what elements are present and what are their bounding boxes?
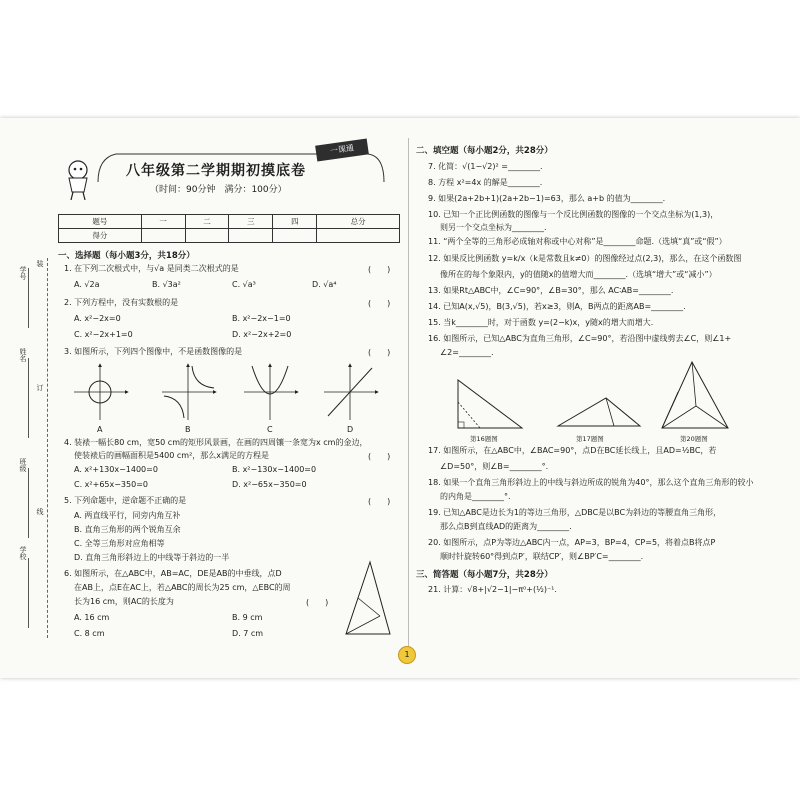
page-number: 1 bbox=[398, 646, 416, 664]
table-cell: 题号 bbox=[59, 215, 142, 229]
graph-d bbox=[324, 364, 378, 420]
option: C. 8 cm bbox=[74, 629, 105, 638]
table-cell: 二 bbox=[185, 215, 229, 229]
option: D. 7 cm bbox=[232, 629, 264, 638]
option: C. 全等三角形对应角相等 bbox=[74, 539, 165, 548]
question-8: 8. 方程 x²=4x 的解是________. bbox=[428, 178, 543, 187]
question-6-cont: 在AB上，点E在AC上，若△ABC的周长为25 cm，△EBC的周 bbox=[74, 583, 291, 592]
exam-subtitle: （时间：90分钟 满分：100分） bbox=[150, 185, 287, 195]
school-label: 学校 bbox=[19, 546, 27, 560]
graph-label: D bbox=[347, 425, 354, 434]
question-11: 11. “两个全等的三角形必成轴对称或中心对称”是________命题.（选填“真”或“假”） bbox=[428, 237, 727, 246]
question-19-cont: 那么点B到直线AD的距离为________. bbox=[440, 522, 572, 531]
option: C. x²+65x−350=0 bbox=[74, 480, 148, 489]
answer-paren[interactable]: ( ) bbox=[306, 598, 329, 607]
option: D. 直角三角形斜边上的中线等于斜边的一半 bbox=[74, 553, 230, 562]
answer-paren[interactable]: ( ) bbox=[368, 452, 391, 461]
class-label: 班级 bbox=[19, 458, 27, 472]
question-4-cont: 使装裱后的画幅面积是5400 cm²，那么x满足的方程是 bbox=[74, 451, 270, 460]
question-10-cont: 则另一个交点坐标为________. bbox=[440, 223, 547, 232]
score-table-score-row bbox=[59, 229, 400, 243]
answer-paren[interactable]: ( ) bbox=[368, 265, 391, 274]
question-7: 7. 化简：√(1−√2)² =________. bbox=[428, 162, 543, 171]
option: C. √a³ bbox=[232, 280, 256, 289]
question-20: 20. 如图所示，点P为等边△ABC内一点，AP=3，BP=4，CP=5，将着点B将点P bbox=[428, 538, 716, 547]
question-21: 21. 计算：√8+|√2−1|−π⁰+(½)⁻¹. bbox=[428, 585, 557, 594]
question-18-cont: 的内角是________°. bbox=[440, 492, 511, 501]
question-5: 5. 下列命题中，逆命题不正确的是 bbox=[64, 496, 187, 505]
question-3: 3. 如图所示，下列四个图像中，不是函数图像的是 bbox=[64, 347, 243, 356]
figure-caption: 第17题图 bbox=[576, 435, 604, 443]
option: A. x²+130x−1400=0 bbox=[74, 465, 158, 474]
table-cell: 总分 bbox=[317, 215, 400, 229]
q6-triangle-figure bbox=[340, 558, 396, 642]
figure-20 bbox=[656, 358, 736, 434]
option: B. x²−130x−1400=0 bbox=[232, 465, 317, 474]
question-6-cont: 长为16 cm，则AC的长度为 bbox=[74, 597, 174, 606]
option: A. 两直线平行，同旁内角互补 bbox=[74, 511, 181, 520]
score-input-cell[interactable] bbox=[141, 229, 185, 243]
option: B. √3a² bbox=[152, 280, 181, 289]
score-table-header-row bbox=[59, 215, 400, 229]
question-12: 12. 如果反比例函数 y=k/x（k是常数且k≠0）的图像经过点(2,3)，那么，在这个函数图 bbox=[428, 254, 742, 263]
question-4: 4. 装裱一幅长80 cm，宽50 cm的矩形风景画，在画的四周镶一条宽为x cm的金边， bbox=[64, 438, 368, 447]
mascot-icon bbox=[62, 158, 96, 202]
question-10: 10. 已知一个正比例函数的图像与一个反比例函数的图像的一个交点坐标为(1,3)， bbox=[428, 210, 719, 219]
binding-line bbox=[47, 258, 48, 638]
graph-c bbox=[244, 364, 298, 420]
question-13: 13. 如果Rt△ABC中，∠C=90°，∠B=30°，那么 AC∶AB=________. bbox=[428, 286, 674, 295]
question-1: 1. 在下列二次根式中，与√a 是同类二次根式的是 bbox=[64, 264, 239, 273]
table-cell: 三 bbox=[229, 215, 273, 229]
score-input-cell[interactable] bbox=[273, 229, 317, 243]
option: D. √a⁴ bbox=[312, 280, 337, 289]
graph-label: C bbox=[267, 425, 273, 434]
figure-16 bbox=[450, 376, 530, 432]
option: B. 直角三角形的两个锐角互余 bbox=[74, 525, 181, 534]
answer-paren[interactable]: ( ) bbox=[368, 497, 391, 506]
answer-paren[interactable]: ( ) bbox=[368, 348, 391, 357]
figure-17 bbox=[554, 394, 644, 430]
graph-a bbox=[74, 364, 128, 420]
score-input-cell[interactable] bbox=[229, 229, 273, 243]
student-id-label: 学号 bbox=[19, 266, 27, 280]
exam-title: 八年级第二学期期初摸底卷 bbox=[126, 163, 306, 179]
question-19: 19. 已知△ABC是边长为1的等边三角形，△DBC是以BC为斜边的等腰直角三角形， bbox=[428, 508, 722, 517]
section-heading: 二、填空题（每小题2分，共28分） bbox=[416, 146, 553, 156]
figure-caption: 第16题图 bbox=[470, 435, 498, 443]
option: A. 16 cm bbox=[74, 613, 110, 622]
question-20-cont: 顺时针旋转60°得到点P′，联结CP′，则∠BP′C=________. bbox=[440, 552, 644, 561]
score-table bbox=[58, 214, 400, 243]
answer-paren[interactable]: ( ) bbox=[368, 299, 391, 308]
binding-mark: 线 bbox=[36, 508, 44, 515]
question-12-cont: 像所在的每个象限内，y的值随x的值增大而________.（选填“增大”或“减小”） bbox=[440, 270, 717, 279]
option: D. x²−65x−350=0 bbox=[232, 480, 307, 489]
score-input-cell[interactable] bbox=[317, 229, 400, 243]
question-9: 9. 如果(2a+2b+1)(2a+2b−1)=63，那么 a+b 的值为________. bbox=[428, 194, 666, 203]
option: C. x²−2x+1=0 bbox=[74, 330, 133, 339]
option: D. x²−2x+2=0 bbox=[232, 330, 292, 339]
binding-mark: 订 bbox=[36, 384, 44, 391]
graph-label: A bbox=[97, 425, 103, 434]
table-cell: 四 bbox=[273, 215, 317, 229]
table-cell: 得分 bbox=[59, 229, 142, 243]
option: A. √2a bbox=[74, 280, 100, 289]
question-17: 17. 如图所示，在△ABC中，∠BAC=90°，点D在BC延长线上，且AD=½BC，若 bbox=[428, 446, 717, 455]
graph-b bbox=[162, 364, 216, 420]
question-2: 2. 下列方程中，没有实数根的是 bbox=[64, 298, 179, 307]
option: B. 9 cm bbox=[232, 613, 263, 622]
name-label: 姓名 bbox=[19, 348, 27, 362]
question-17-cont: ∠D=50°，则∠B=________°. bbox=[440, 462, 549, 471]
q3-graphs-figure bbox=[72, 362, 392, 426]
question-6: 6. 如图所示，在△ABC中，AB=AC，DE是AB的中垂线，点D bbox=[64, 569, 282, 578]
section-heading: 一、选择题（每小题3分，共18分） bbox=[58, 251, 195, 261]
question-15: 15. 当k________时，对于函数 y=(2−k)x，y随x的增大而增大. bbox=[428, 318, 654, 327]
graph-label: B bbox=[185, 425, 191, 434]
exam-paper bbox=[0, 118, 800, 678]
option: A. x²−2x=0 bbox=[74, 314, 121, 323]
section-heading: 三、简答题（每小题7分，共28分） bbox=[416, 570, 553, 580]
question-14: 14. 已知A(x,√5)，B(3,√5)，若x≥3，则A，B两点的距离AB=________. bbox=[428, 302, 686, 311]
table-cell: 一 bbox=[141, 215, 185, 229]
series-badge: 一课通 bbox=[315, 138, 369, 161]
question-16: 16. 如图所示，已知△ABC为直角三角形，∠C=90°，若沿图中虚线剪去∠C，则∠1+ bbox=[428, 334, 732, 343]
option: B. x²−2x−1=0 bbox=[232, 314, 291, 323]
binding-mark: 装 bbox=[36, 260, 44, 267]
figure-caption: 第20题图 bbox=[680, 435, 708, 443]
score-input-cell[interactable] bbox=[185, 229, 229, 243]
question-18: 18. 如果一个直角三角形斜边上的中线与斜边所成的锐角为40°，那么这个直角三角形的较小 bbox=[428, 478, 754, 487]
question-16-cont: ∠2=________. bbox=[440, 348, 494, 357]
